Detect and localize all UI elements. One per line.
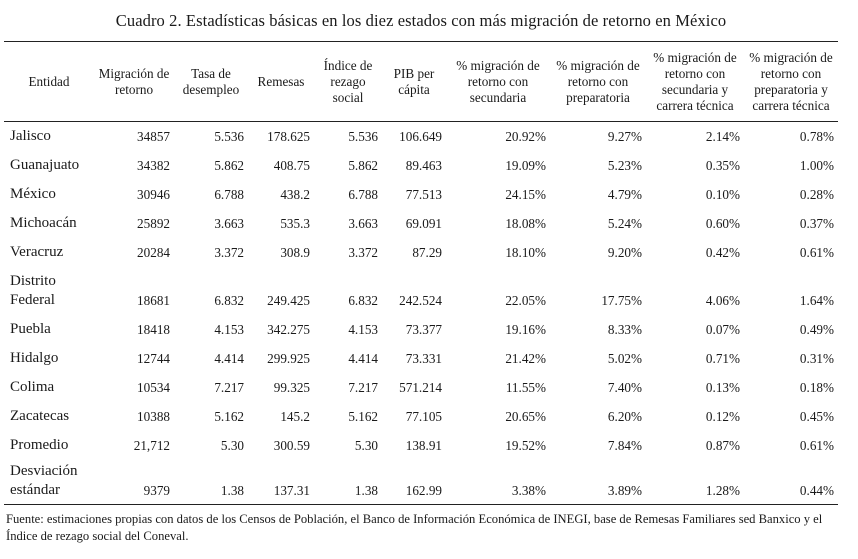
row-label: Veracruz	[10, 243, 64, 260]
table-cell: 299.925	[267, 350, 310, 366]
table-cell: 19.09%	[505, 157, 546, 173]
table-cell: 25892	[137, 215, 170, 231]
table-cell: 77.105	[405, 408, 442, 424]
table-cell: 0.49%	[799, 321, 834, 337]
table-cell: 20.65%	[505, 408, 546, 424]
table-cell: 3.372	[348, 244, 378, 260]
table-cell: 0.42%	[705, 244, 740, 260]
row-label: Promedio	[10, 436, 69, 453]
table-cell: 6.832	[214, 292, 244, 308]
table-cell: 3.663	[214, 215, 244, 231]
table-cell: 7.217	[214, 379, 244, 395]
table-cell: 4.414	[214, 350, 244, 366]
table-cell: 0.07%	[705, 321, 740, 337]
table-cell: 0.71%	[705, 350, 740, 366]
table-cell: 178.625	[267, 128, 310, 144]
table-cell: 9.20%	[607, 244, 642, 260]
table-row	[4, 237, 838, 266]
table-cell: 5.162	[214, 408, 244, 424]
table-row	[4, 401, 838, 430]
table-cell: 19.52%	[505, 437, 546, 453]
column-header: % migración de retorno con preparatoria	[550, 42, 646, 122]
table-cell: 7.84%	[607, 437, 642, 453]
table-cell: 242.524	[399, 292, 442, 308]
table-cell: 7.40%	[607, 379, 642, 395]
table-row	[4, 459, 838, 505]
table-cell: 8.33%	[607, 321, 642, 337]
table-cell: 73.331	[405, 350, 442, 366]
table-cell: 89.463	[405, 157, 442, 173]
table-cell: 408.75	[273, 157, 310, 173]
table-cell: 21,712	[133, 437, 170, 453]
table-cell: 1.38	[314, 459, 382, 505]
column-header: % migración de retorno con secundaria	[446, 42, 550, 122]
table-cell: 4.414	[348, 350, 378, 366]
table-cell: 30946	[137, 186, 170, 202]
table-cell: 0.45%	[799, 408, 834, 424]
table-cell: 137.31	[248, 459, 314, 505]
table-cell: 73.377	[405, 321, 442, 337]
row-label: Colima	[10, 378, 55, 395]
column-header: Tasa de desempleo	[174, 42, 248, 122]
column-header: % migración de retorno con secundaria y carrera técnica	[646, 42, 744, 122]
table-cell: 6.20%	[607, 408, 642, 424]
table-cell: 7.217	[348, 379, 378, 395]
table-cell: 1.38	[174, 459, 248, 505]
table-cell: 535.3	[280, 215, 310, 231]
row-label: Guanajuato	[10, 156, 80, 173]
table-cell: 18418	[137, 321, 170, 337]
table-cell: 0.61%	[799, 244, 834, 260]
table-row	[4, 430, 838, 459]
table-row	[4, 314, 838, 343]
table-cell: 145.2	[280, 408, 310, 424]
table-cell: 5.862	[348, 157, 378, 173]
table-cell: 1.64%	[799, 292, 834, 308]
table-cell: 20284	[137, 244, 170, 260]
table-cell: 1.00%	[799, 157, 834, 173]
table-cell: 3.663	[348, 215, 378, 231]
table-row	[4, 372, 838, 401]
table-cell: 9.27%	[607, 128, 642, 144]
table-cell: 4.153	[348, 321, 378, 337]
table-cell: 0.44%	[744, 459, 838, 505]
table-cell: 5.162	[348, 408, 378, 424]
table-cell: 22.05%	[505, 292, 546, 308]
table-cell: 4.153	[214, 321, 244, 337]
table-cell: 308.9	[280, 244, 310, 260]
source-footnote: Fuente: estimaciones propias con datos de los Censos de Población, el Banco de Información Económica de INEGI, base de Remesas Familiares sed Banxico y el Índice de rezago social del Coneval.	[6, 512, 823, 543]
table-cell: 571.214	[399, 379, 442, 395]
table-cell: 24.15%	[505, 186, 546, 202]
table-cell: 0.37%	[799, 215, 834, 231]
table-caption: Cuadro 2. Estadísticas básicas en los diez estados con más migración de retorno en México	[115, 11, 727, 30]
row-label: Desviación estándar	[4, 459, 94, 505]
table-cell: 342.275	[267, 321, 310, 337]
statistics-table	[4, 41, 838, 505]
column-header: Índice de rezago social	[314, 42, 382, 122]
table-cell: 77.513	[405, 186, 442, 202]
table-cell: 0.78%	[799, 128, 834, 144]
table-cell: 19.16%	[505, 321, 546, 337]
table-cell: 3.89%	[550, 459, 646, 505]
table-cell: 4.79%	[607, 186, 642, 202]
column-header: Entidad	[4, 42, 94, 122]
row-label: Hidalgo	[10, 349, 59, 366]
table-cell: 18.10%	[505, 244, 546, 260]
table-cell: 438.2	[280, 186, 310, 202]
table-cell: 6.788	[348, 186, 378, 202]
table-cell: 1.28%	[646, 459, 744, 505]
table-cell: 34382	[137, 157, 170, 173]
table-cell: 0.31%	[799, 350, 834, 366]
table-cell: 5.536	[348, 128, 378, 144]
table-cell: 5.862	[214, 157, 244, 173]
table-cell: 17.75%	[601, 292, 642, 308]
table-cell: 138.91	[405, 437, 442, 453]
table-cell: 0.10%	[705, 186, 740, 202]
table-row	[4, 122, 838, 150]
table-cell: 5.23%	[607, 157, 642, 173]
table-cell: 0.18%	[799, 379, 834, 395]
table-row	[4, 208, 838, 237]
table-cell: 69.091	[405, 215, 442, 231]
table-cell: 0.28%	[799, 186, 834, 202]
table-cell: 5.24%	[607, 215, 642, 231]
table-row	[4, 266, 838, 314]
table-cell: 2.14%	[705, 128, 740, 144]
row-label: Zacatecas	[10, 407, 70, 424]
table-cell: 0.60%	[705, 215, 740, 231]
table-cell: 10388	[137, 408, 170, 424]
table-cell: 0.61%	[799, 437, 834, 453]
table-cell: 6.788	[214, 186, 244, 202]
column-header: Migración de retorno	[94, 42, 174, 122]
header-row	[4, 42, 838, 122]
column-header: Remesas	[248, 42, 314, 122]
table-cell: 0.12%	[705, 408, 740, 424]
table-body	[4, 122, 838, 505]
table-row	[4, 343, 838, 372]
table-cell: 11.55%	[505, 379, 546, 395]
table-cell: 18681	[137, 292, 170, 308]
table-cell: 21.42%	[505, 350, 546, 366]
table-cell: 0.13%	[705, 379, 740, 395]
row-label: Jalisco	[10, 127, 51, 144]
table-cell: 87.29	[412, 244, 442, 260]
table-cell: 5.30	[354, 437, 378, 453]
row-label: Puebla	[10, 320, 51, 337]
table-cell: 3.372	[214, 244, 244, 260]
table-cell: 12744	[137, 350, 170, 366]
table-cell: 5.02%	[607, 350, 642, 366]
table-row	[4, 150, 838, 179]
table-cell: 3.38%	[446, 459, 550, 505]
table-cell: 4.06%	[705, 292, 740, 308]
table-cell: 249.425	[267, 292, 310, 308]
table-cell: 99.325	[273, 379, 310, 395]
table-cell: 18.08%	[505, 215, 546, 231]
table-cell: 0.87%	[705, 437, 740, 453]
row-label: Distrito Federal	[10, 272, 56, 308]
row-label: Michoacán	[10, 214, 77, 231]
table-cell: 5.536	[214, 128, 244, 144]
table-cell: 10534	[137, 379, 170, 395]
table-cell: 6.832	[348, 292, 378, 308]
table-cell: 34857	[137, 128, 170, 144]
table-cell: 9379	[94, 459, 174, 505]
table-cell: 162.99	[382, 459, 446, 505]
column-header: % migración de retorno con preparatoria y carrera técnica	[744, 42, 838, 122]
table-row	[4, 179, 838, 208]
table-cell: 20.92%	[505, 128, 546, 144]
table-cell: 5.30	[220, 437, 244, 453]
row-label: México	[10, 185, 56, 202]
table-cell: 300.59	[273, 437, 310, 453]
table-cell: 0.35%	[705, 157, 740, 173]
column-header: PIB per cápita	[382, 42, 446, 122]
table-cell: 106.649	[399, 128, 442, 144]
